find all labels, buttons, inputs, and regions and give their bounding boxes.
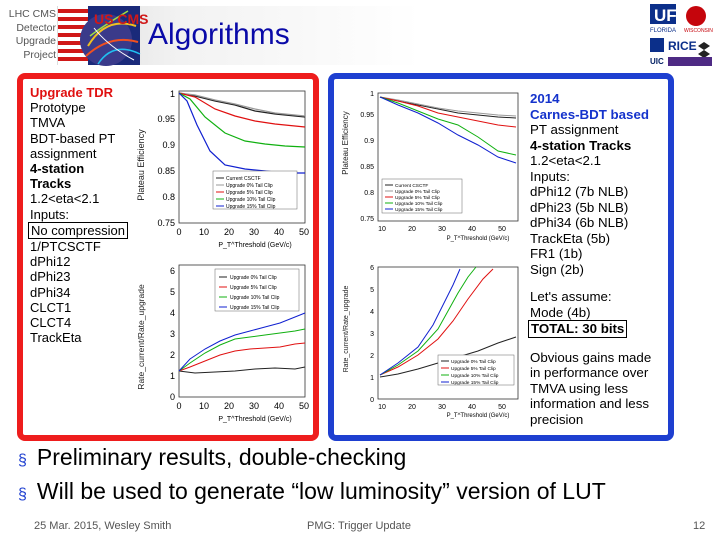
tick-label: 20 (408, 404, 416, 411)
svg-text:WISCONSIN: WISCONSIN (684, 28, 713, 34)
us-cms-logo-text: US CMS (94, 11, 149, 27)
right-panel-text (530, 91, 672, 427)
right-line: PT assignment (530, 122, 619, 137)
right-line: Mode (4b) (530, 304, 591, 320)
project-label-line: Project (23, 48, 56, 61)
right-line: 4-station Tracks (530, 137, 632, 153)
tick-label: 20 (223, 227, 235, 237)
right-rate-plot (338, 259, 528, 419)
plot-ylabel: Plateau Efficiency (136, 129, 146, 201)
tick-label: 0.75 (360, 216, 374, 223)
tick-label: 30 (248, 401, 260, 411)
right-line: TOTAL: 30 bits (528, 320, 627, 338)
left-line: 4-station (30, 161, 85, 177)
us-cms-logo (58, 6, 149, 65)
tick-label: 50 (298, 227, 310, 237)
legend-label: Upgrade 10% Tail Clip (395, 202, 443, 207)
tick-label: 0.8 (364, 190, 374, 197)
tick-label: 6 (169, 266, 175, 276)
tick-label: 2 (370, 353, 374, 360)
svg-text:UIC: UIC (650, 57, 664, 66)
legend-label: Upgrade 10% Tail Clip (451, 374, 499, 379)
bullet-item (18, 476, 606, 510)
institution-logos (646, 2, 720, 68)
legend-label: Upgrade 0% Tail Clip (230, 275, 277, 281)
plot-xlabel: P_T^Threshold (GeV/c) (446, 413, 510, 419)
tick-label: 1 (169, 371, 175, 381)
series-line (380, 97, 516, 163)
tick-label: 0.9 (162, 140, 175, 150)
right-efficiency-plot (338, 83, 528, 243)
legend-label: Upgrade 0% Tail Clip (451, 360, 496, 365)
tick-label: 10 (198, 401, 210, 411)
tick-label: 0 (169, 392, 175, 402)
upgrade-tdr-panel (17, 73, 319, 441)
tick-label: 0.9 (364, 138, 374, 145)
project-label-line: LHC CMS (8, 8, 56, 20)
tick-label: 0.8 (162, 192, 175, 202)
bullet-marker-icon: § (18, 486, 27, 503)
left-line: 1/PTCSCTF (30, 239, 101, 255)
right-line: in performance over (530, 365, 649, 380)
tick-label: 0.85 (157, 166, 175, 176)
series-line (179, 93, 305, 117)
left-line: CLCT1 (30, 299, 72, 315)
series-line (179, 367, 305, 373)
left-line: No compression (28, 222, 128, 239)
left-panel-text (30, 85, 138, 345)
left-rate-plot (135, 259, 313, 425)
legend-label: Upgrade 10% Tail Clip (226, 197, 276, 203)
tick-label: 50 (298, 401, 310, 411)
project-label (0, 8, 56, 62)
series-line (179, 93, 305, 127)
tick-label: 0 (176, 401, 182, 411)
left-line: dPhi23 (30, 269, 71, 285)
tick-label: 4 (169, 308, 175, 318)
tick-label: 40 (273, 227, 285, 237)
left-line: dPhi34 (30, 284, 71, 300)
legend-label: Upgrade 5% Tail Clip (226, 190, 273, 196)
tick-label: 40 (273, 401, 285, 411)
series-line (179, 93, 305, 173)
tick-label: 1 (370, 91, 374, 98)
page-number: 12 (693, 520, 706, 532)
tick-label: 30 (438, 404, 446, 411)
plot-ylabel: Plateau Efficiency (341, 111, 350, 175)
legend-label: Upgrade 15% Tail Clip (451, 381, 499, 386)
legend-label: Upgrade 10% Tail Clip (230, 295, 280, 301)
series-line (380, 97, 516, 116)
left-line: Prototype (30, 100, 86, 116)
left-line: Tracks (30, 176, 72, 192)
legend-label: Upgrade 0% Tail Clip (395, 190, 440, 195)
right-line: dPhi34 (6b NLB) (530, 215, 629, 230)
right-line: TMVA using less (530, 380, 629, 396)
tick-label: 4 (370, 309, 374, 316)
right-line (530, 338, 672, 350)
left-line: BDT-based PT (30, 130, 116, 146)
right-line: precision (530, 411, 584, 427)
right-line: 2014 (530, 91, 560, 106)
tick-label: 0.95 (360, 112, 374, 119)
tick-label: 1 (169, 89, 175, 99)
tick-label: 20 (408, 226, 416, 233)
right-line: information and less (530, 396, 649, 411)
bullet-text: Will be used to generate “low luminosity” version of LUT (36, 478, 606, 504)
tick-label: 20 (223, 401, 235, 411)
right-line: FR1 (1b) (530, 246, 583, 261)
left-efficiency-plot (135, 83, 313, 251)
plot-xlabel: P_T^Threshold (GeV/c) (446, 236, 510, 242)
plot-ylabel: Rate_current/Rate_upgrade (343, 285, 350, 373)
legend-label: Upgrade 5% Tail Clip (395, 196, 440, 201)
left-line: assignment (30, 145, 97, 161)
right-line: Carnes-BDT based (530, 106, 649, 122)
right-line: 1.2<eta<2.1 (530, 153, 601, 168)
tick-label: 3 (370, 331, 374, 338)
legend-label: Upgrade 5% Tail Clip (230, 285, 277, 291)
bullet-item (18, 442, 606, 476)
tick-label: 10 (378, 226, 386, 233)
right-line (530, 277, 672, 289)
tick-label: 0.85 (360, 164, 374, 171)
slide-title: Algorithms (148, 18, 290, 51)
right-line: Sign (2b) (530, 261, 584, 277)
plot-ylabel: Rate_current/Rate_upgrade (136, 284, 146, 390)
tick-label: 0.95 (157, 114, 175, 124)
left-line: TMVA (30, 115, 66, 131)
tick-label: 40 (468, 226, 476, 233)
tick-label: 30 (248, 227, 260, 237)
series-line (179, 343, 305, 371)
plot-xlabel: P_T^Threshold (GeV/c) (218, 416, 292, 423)
legend-label: Upgrade 5% Tail Clip (451, 367, 496, 372)
legend-label: Upgrade 15% Tail Clip (230, 305, 280, 311)
tick-label: 3 (169, 329, 175, 339)
tick-label: 0 (176, 227, 182, 237)
left-line: Inputs: (30, 206, 70, 222)
legend-label: Upgrade 0% Tail Clip (226, 183, 273, 189)
series-line (179, 313, 305, 371)
left-line: dPhi12 (30, 254, 71, 270)
tick-label: 1 (370, 375, 374, 382)
tick-label: 2 (169, 350, 175, 360)
project-label-line: Detector (16, 21, 56, 34)
series-line (179, 93, 305, 147)
tick-label: 40 (468, 404, 476, 411)
legend-label: Current CSCTF (395, 184, 429, 189)
right-line: dPhi23 (5b NLB) (530, 199, 629, 215)
tick-label: 5 (370, 287, 374, 294)
bullet-text: Preliminary results, double-checking (36, 444, 407, 470)
left-line: CLCT4 (30, 315, 72, 331)
footer-date-author: 25 Mar. 2015, Wesley Smith (34, 520, 172, 532)
right-line: TrackEta (5b) (530, 230, 611, 246)
svg-text:FLORIDA: FLORIDA (650, 28, 677, 34)
plot-xlabel: P_T^Threshold (GeV/c) (218, 242, 292, 249)
footer-meeting: PMG: Trigger Update (307, 520, 411, 532)
tick-label: 10 (198, 227, 210, 237)
tick-label: 5 (169, 287, 175, 297)
tick-label: 0 (370, 397, 374, 404)
right-line: dPhi12 (7b NLB) (530, 184, 629, 199)
right-line: Inputs: (530, 168, 570, 184)
left-line: TrackEta (30, 330, 82, 346)
tick-label: 6 (370, 265, 374, 272)
project-label-line: Upgrade (15, 35, 56, 47)
right-line: Obvious gains made (530, 349, 652, 365)
carnes-bdt-panel (328, 73, 674, 441)
bullet-list (18, 442, 606, 510)
tick-label: 50 (498, 404, 506, 411)
legend-label: Current CSCTF (226, 176, 261, 182)
legend-label: Upgrade 15% Tail Clip (395, 208, 443, 213)
tick-label: 30 (438, 226, 446, 233)
left-line: 1.2<eta<2.1 (30, 191, 100, 207)
left-line: Upgrade TDR (30, 85, 114, 100)
tick-label: 10 (378, 404, 386, 411)
svg-text:UF: UF (654, 6, 677, 25)
tick-label: 50 (498, 226, 506, 233)
bullet-marker-icon: § (18, 452, 27, 469)
svg-text:RICE: RICE (668, 39, 697, 53)
tick-label: 0.75 (157, 218, 175, 228)
legend-label: Upgrade 15% Tail Clip (226, 204, 276, 210)
right-line: Let's assume: (530, 289, 612, 304)
